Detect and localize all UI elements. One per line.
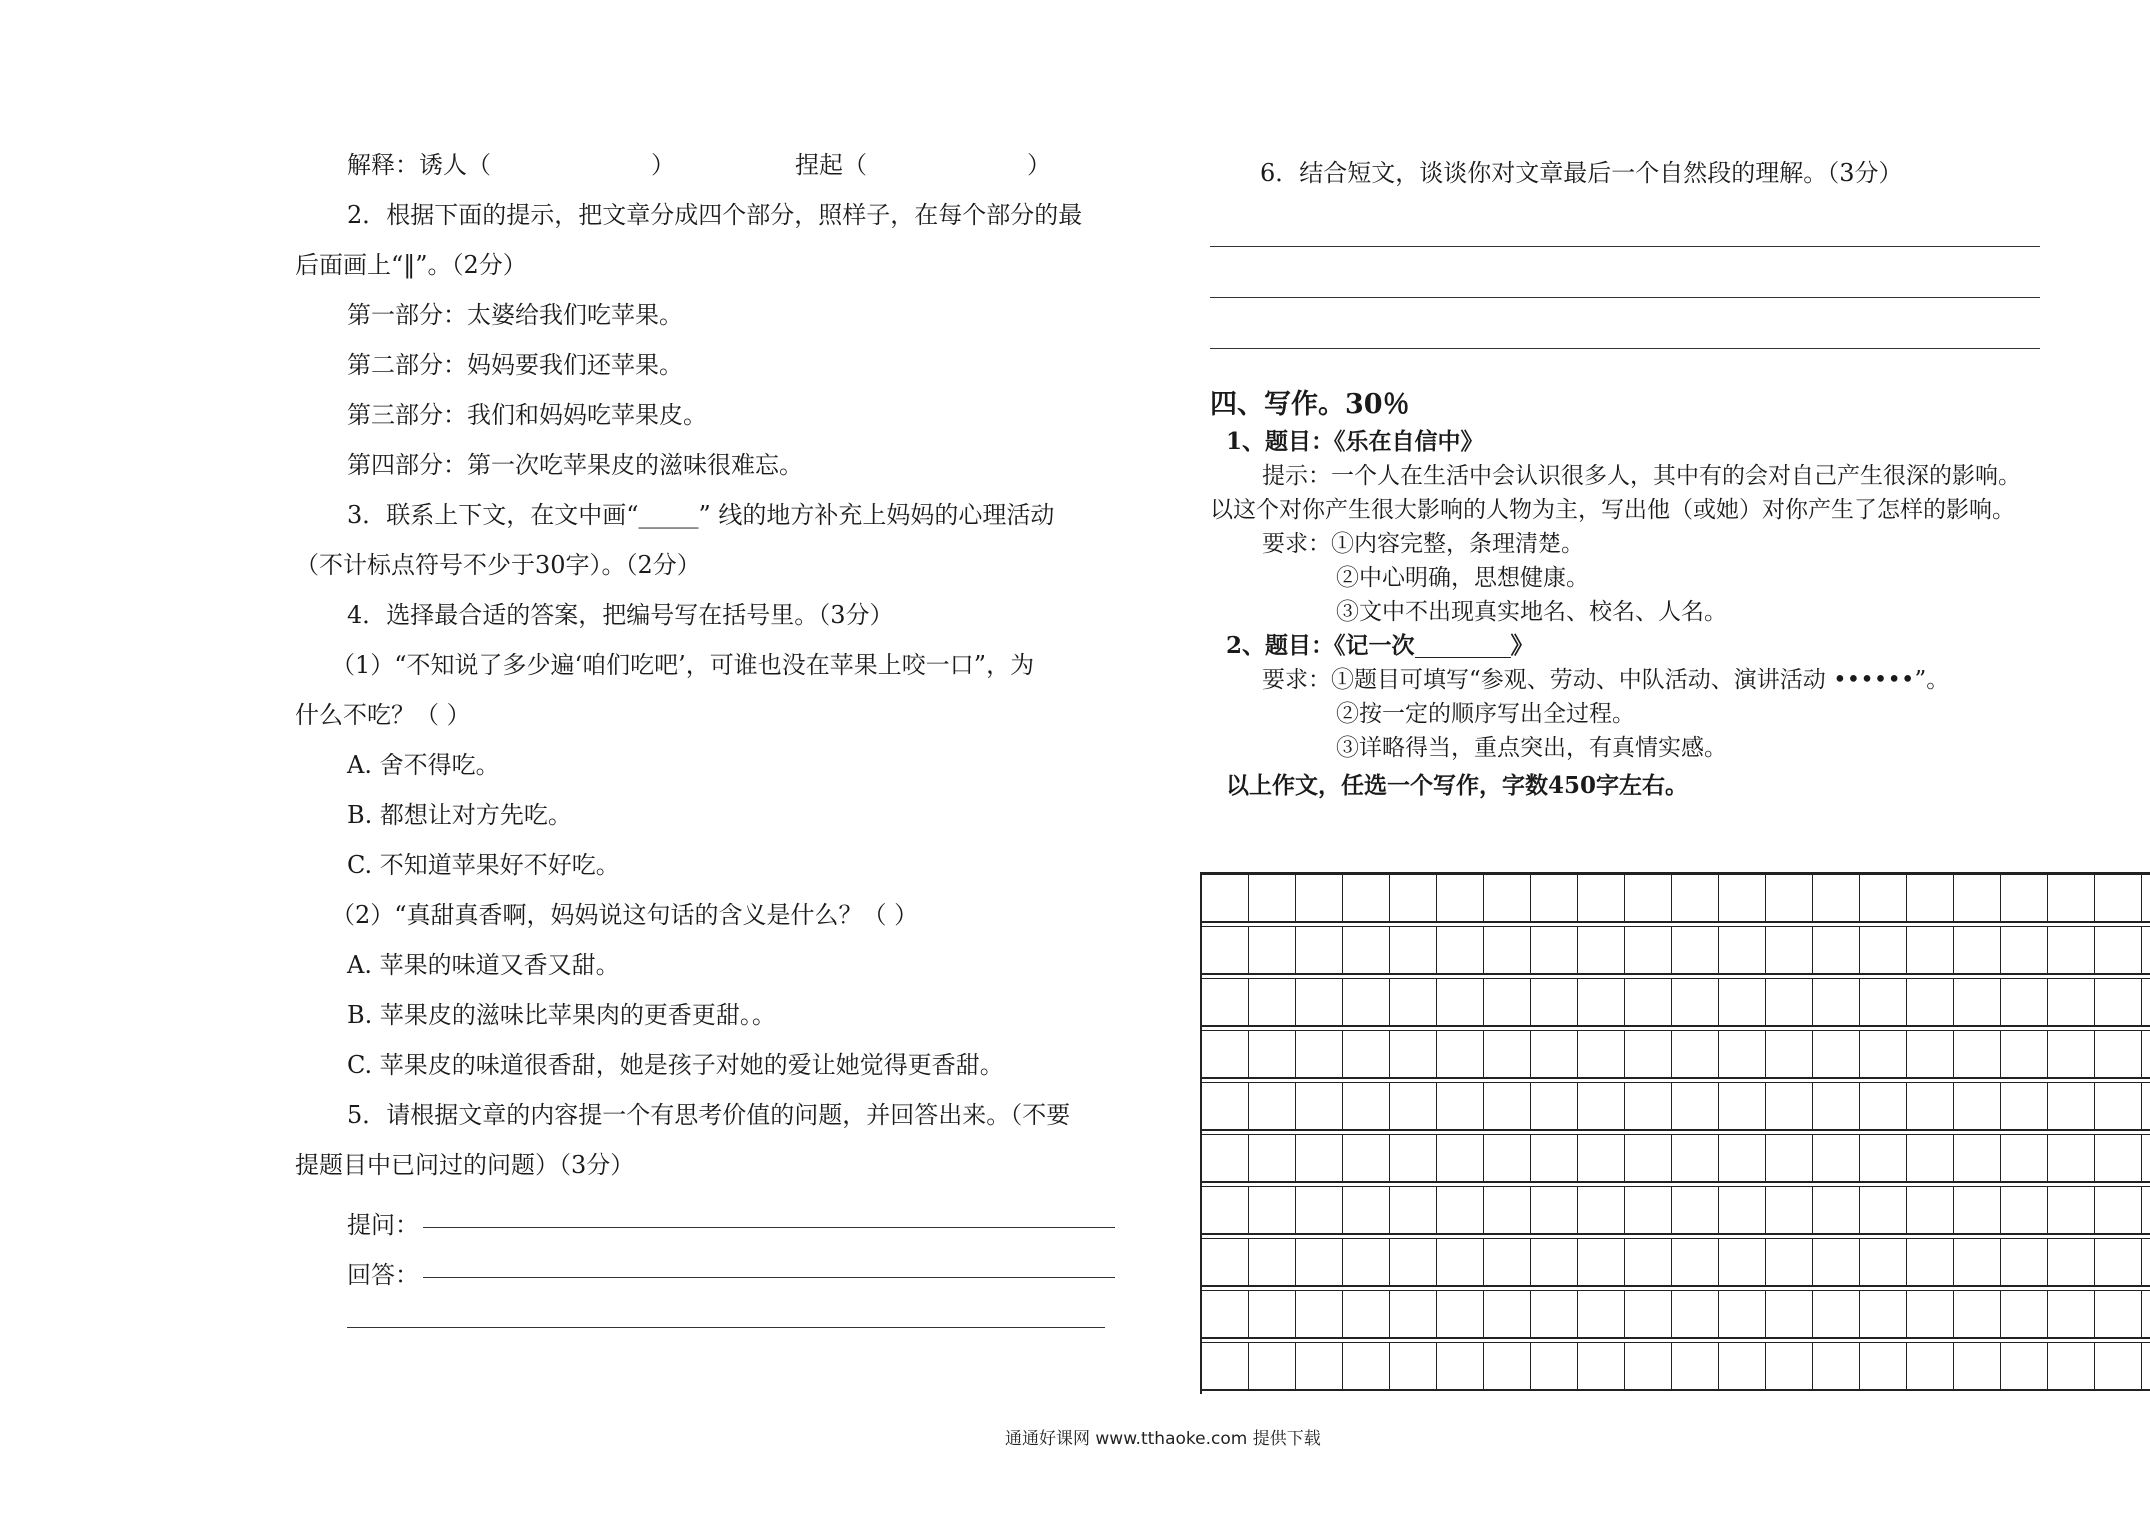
grid-cell[interactable] xyxy=(1390,875,1437,921)
grid-cell[interactable] xyxy=(1249,927,1296,973)
grid-cell[interactable] xyxy=(1766,1135,1813,1181)
grid-cell[interactable] xyxy=(1437,1291,1484,1337)
topic2-req-label: 要求： xyxy=(1262,667,1331,693)
grid-cell[interactable] xyxy=(1202,1187,1249,1233)
grid-cell[interactable] xyxy=(1249,1291,1296,1337)
grid-cell[interactable] xyxy=(1860,1187,1907,1233)
grid-cell[interactable] xyxy=(1390,1187,1437,1233)
q3-line2: （不计标点符号不少于30字）。（2分） xyxy=(295,551,701,579)
grid-cell[interactable] xyxy=(1954,1083,2001,1129)
grid-cell[interactable] xyxy=(1907,927,1954,973)
grid-cell[interactable] xyxy=(1531,1291,1578,1337)
topic1-req-2: ②中心明确，思想健康。 xyxy=(1336,565,1589,591)
grid-cell[interactable] xyxy=(1719,1135,1766,1181)
grid-cell[interactable] xyxy=(2095,1239,2142,1285)
grid-cell[interactable] xyxy=(1719,1291,1766,1337)
grid-cell[interactable] xyxy=(2048,1343,2095,1389)
q4-1-option-c: C. 不知道苹果好不好吃。 xyxy=(347,851,620,879)
q4-2-option-c: C. 苹果皮的味道很香甜，她是孩子对她的爱让她觉得更香甜。 xyxy=(347,1051,1004,1079)
grid-row xyxy=(1202,874,2150,923)
grid-cell[interactable] xyxy=(2048,1083,2095,1129)
grid-cell[interactable] xyxy=(1202,875,1249,921)
grid-cell[interactable] xyxy=(1390,1135,1437,1181)
grid-cell[interactable] xyxy=(1578,1135,1625,1181)
grid-cell[interactable] xyxy=(1249,1187,1296,1233)
topic2-req-1 xyxy=(1210,663,2040,697)
q2-line2: 后面画上“‖”。（2分） xyxy=(295,251,527,279)
q4-1-option-a: A. 舍不得吃。 xyxy=(347,751,500,779)
grid-cell[interactable] xyxy=(1813,1291,1860,1337)
part-2: 第二部分：妈妈要我们还苹果。 xyxy=(347,351,683,379)
grid-cell[interactable] xyxy=(1484,1239,1531,1285)
grid-cell[interactable] xyxy=(1578,1343,1625,1389)
grid-cell[interactable] xyxy=(1578,979,1625,1025)
grid-cell[interactable] xyxy=(1249,979,1296,1025)
answer-extra-blank[interactable] xyxy=(347,1327,1105,1328)
grid-cell[interactable] xyxy=(1625,1031,1672,1077)
grid-cell[interactable] xyxy=(1907,875,1954,921)
grid-cell[interactable] xyxy=(2095,1031,2142,1077)
grid-cell[interactable] xyxy=(1719,875,1766,921)
part-4: 第四部分：第一次吃苹果皮的滋味很难忘。 xyxy=(347,451,803,479)
grid-cell[interactable] xyxy=(1954,1291,2001,1337)
grid-cell[interactable] xyxy=(1860,1291,1907,1337)
grid-cell[interactable] xyxy=(1484,1135,1531,1181)
answer-blank[interactable] xyxy=(423,1277,1115,1278)
grid-cell[interactable] xyxy=(1343,1187,1390,1233)
grid-cell[interactable] xyxy=(1484,1031,1531,1077)
grid-cell[interactable] xyxy=(2001,1343,2048,1389)
grid-cell[interactable] xyxy=(1202,1343,1249,1389)
grid-cell[interactable] xyxy=(1766,1291,1813,1337)
topic1-req-label: 要求： xyxy=(1262,531,1331,557)
word1: 诱人（ xyxy=(419,151,491,179)
grid-cell[interactable] xyxy=(1296,979,1343,1025)
q6-line: 6．结合短文，谈谈你对文章最后一个自然段的理解。（3分） xyxy=(1260,159,1903,187)
grid-cell[interactable] xyxy=(1437,1031,1484,1077)
grid-cell[interactable] xyxy=(1202,927,1249,973)
grid-row xyxy=(1202,1082,2150,1131)
grid-cell[interactable] xyxy=(1625,979,1672,1025)
section-title: 四、写作。30％ xyxy=(1210,389,1410,420)
grid-cell[interactable] xyxy=(1343,927,1390,973)
grid-cell[interactable] xyxy=(2095,1291,2142,1337)
grid-cell[interactable] xyxy=(2001,1187,2048,1233)
grid-cell[interactable] xyxy=(1531,875,1578,921)
grid-cell[interactable] xyxy=(1954,1031,2001,1077)
ask-blank[interactable] xyxy=(423,1227,1115,1228)
grid-cell[interactable] xyxy=(1625,1083,1672,1129)
part-1: 第一部分：太婆给我们吃苹果。 xyxy=(347,301,683,329)
grid-cell[interactable] xyxy=(2095,927,2142,973)
grid-cell[interactable] xyxy=(1860,1031,1907,1077)
grid-cell[interactable] xyxy=(1766,1031,1813,1077)
grid-cell[interactable] xyxy=(2001,1083,2048,1129)
grid-cell[interactable] xyxy=(1484,875,1531,921)
grid-cell[interactable] xyxy=(1860,875,1907,921)
grid-cell[interactable] xyxy=(1813,927,1860,973)
grid-cell[interactable] xyxy=(1484,1187,1531,1233)
grid-cell[interactable] xyxy=(1296,1187,1343,1233)
grid-cell[interactable] xyxy=(1672,1343,1719,1389)
grid-cell[interactable] xyxy=(1202,1031,1249,1077)
grid-cell[interactable] xyxy=(2048,1187,2095,1233)
grid-cell[interactable] xyxy=(1578,1083,1625,1129)
grid-row xyxy=(1202,1186,2150,1235)
answer-answer-line[interactable] xyxy=(295,1240,1115,1290)
grid-cell[interactable] xyxy=(1907,1187,1954,1233)
grid-cell[interactable] xyxy=(2001,1239,2048,1285)
topic1-title: 1、题目：《乐在自信中》 xyxy=(1226,428,1484,455)
q6-answer-line-1[interactable] xyxy=(1210,196,2040,247)
grid-cell[interactable] xyxy=(1343,1031,1390,1077)
answer-label: 回答： xyxy=(347,1261,419,1289)
topic2-req-3: ③详略得当，重点突出，有真情实感。 xyxy=(1336,735,1727,761)
grid-cell[interactable] xyxy=(1390,979,1437,1025)
grid-cell[interactable] xyxy=(1531,1135,1578,1181)
grid-cell[interactable] xyxy=(2001,927,2048,973)
grid-cell[interactable] xyxy=(1531,1083,1578,1129)
grid-cell[interactable] xyxy=(1202,1083,1249,1129)
grid-row xyxy=(1202,1342,2150,1391)
q6-answer-line-3[interactable] xyxy=(1210,298,2040,349)
grid-cell[interactable] xyxy=(1343,875,1390,921)
writing-grid[interactable] xyxy=(1200,872,2150,1394)
grid-cell[interactable] xyxy=(1860,1239,1907,1285)
grid-cell[interactable] xyxy=(1672,1239,1719,1285)
grid-cell[interactable] xyxy=(2095,1135,2142,1181)
grid-cell[interactable] xyxy=(1672,1083,1719,1129)
grid-cell[interactable] xyxy=(1907,979,1954,1025)
q4-2-option-a: A. 苹果的味道又香又甜。 xyxy=(347,951,620,979)
grid-cell[interactable] xyxy=(1719,927,1766,973)
closing-note: 以上作文，任选一个写作，字数450字左右。 xyxy=(1226,772,1689,799)
grid-cell[interactable] xyxy=(1249,1343,1296,1389)
grid-cell[interactable] xyxy=(1813,1187,1860,1233)
topic2-title-blank[interactable] xyxy=(1415,637,1511,658)
grid-cell[interactable] xyxy=(1954,1187,2001,1233)
grid-cell[interactable] xyxy=(1766,1343,1813,1389)
grid-cell[interactable] xyxy=(1249,1031,1296,1077)
grid-cell[interactable] xyxy=(1860,1083,1907,1129)
grid-row xyxy=(1202,978,2150,1027)
grid-cell[interactable] xyxy=(2001,979,2048,1025)
grid-cell[interactable] xyxy=(1719,1343,1766,1389)
grid-cell[interactable] xyxy=(1578,1291,1625,1337)
grid-cell[interactable] xyxy=(1766,1083,1813,1129)
grid-cell[interactable] xyxy=(1484,1343,1531,1389)
left-column xyxy=(295,140,1115,1340)
grid-cell[interactable] xyxy=(1578,1239,1625,1285)
grid-cell[interactable] xyxy=(1813,979,1860,1025)
grid-cell[interactable] xyxy=(1954,927,2001,973)
topic1-hint: 提示：一个人在生活中会认识很多人，其中有的会对自己产生很深的影响。以这个对你产生很大影响的人物为主，写出他（或她）对你产生了怎样的影响。 xyxy=(1210,463,2021,523)
grid-cell[interactable] xyxy=(2048,875,2095,921)
grid-cell[interactable] xyxy=(1437,1135,1484,1181)
grid-cell[interactable] xyxy=(1531,1239,1578,1285)
grid-cell[interactable] xyxy=(1202,1239,1249,1285)
grid-cell[interactable] xyxy=(1484,1083,1531,1129)
grid-cell[interactable] xyxy=(1766,875,1813,921)
q2-line1: 2．根据下面的提示，把文章分成四个部分，照样子，在每个部分的最 xyxy=(347,201,1083,229)
grid-cell[interactable] xyxy=(1531,1187,1578,1233)
grid-cell[interactable] xyxy=(1766,927,1813,973)
grid-cell[interactable] xyxy=(1390,1343,1437,1389)
q4-line: 4．选择最合适的答案，把编号写在括号里。（3分） xyxy=(347,601,894,629)
grid-cell[interactable] xyxy=(1954,979,2001,1025)
grid-cell[interactable] xyxy=(1907,1031,1954,1077)
grid-cell[interactable] xyxy=(1296,1031,1343,1077)
grid-cell[interactable] xyxy=(1343,1239,1390,1285)
grid-row xyxy=(1202,1238,2150,1287)
grid-cell[interactable] xyxy=(1625,875,1672,921)
grid-cell[interactable] xyxy=(1249,1083,1296,1129)
grid-cell[interactable] xyxy=(1296,1083,1343,1129)
grid-cell[interactable] xyxy=(1672,1187,1719,1233)
grid-cell[interactable] xyxy=(1625,1343,1672,1389)
grid-cell[interactable] xyxy=(2048,1239,2095,1285)
grid-row xyxy=(1202,1134,2150,1183)
grid-cell[interactable] xyxy=(1813,1135,1860,1181)
explain-label: 解释： xyxy=(347,151,419,179)
grid-cell[interactable] xyxy=(1578,1031,1625,1077)
grid-cell[interactable] xyxy=(1484,979,1531,1025)
grid-cell[interactable] xyxy=(1202,979,1249,1025)
topic2-title-prefix: 2、题目：《记一次 xyxy=(1226,632,1415,659)
topic2-req-2: ②按一定的顺序写出全过程。 xyxy=(1336,701,1635,727)
grid-row xyxy=(1202,1030,2150,1079)
grid-cell[interactable] xyxy=(1296,1239,1343,1285)
grid-cell[interactable] xyxy=(1907,1135,1954,1181)
footer-credit: 通通好课网 www.tthaoke.com 提供下载 xyxy=(1005,1429,1321,1449)
grid-cell[interactable] xyxy=(2095,1187,2142,1233)
grid-cell[interactable] xyxy=(1531,1343,1578,1389)
grid-cell[interactable] xyxy=(1719,1187,1766,1233)
grid-cell[interactable] xyxy=(1954,1343,2001,1389)
grid-cell[interactable] xyxy=(1484,927,1531,973)
grid-cell[interactable] xyxy=(2095,875,2142,921)
grid-cell[interactable] xyxy=(2048,979,2095,1025)
grid-cell[interactable] xyxy=(1672,927,1719,973)
answer-extra-line[interactable] xyxy=(295,1290,1115,1340)
grid-cell[interactable] xyxy=(1907,1083,1954,1129)
q5-line1: 5．请根据文章的内容提一个有思考价值的问题，并回答出来。（不要 xyxy=(347,1101,1071,1129)
topic1-req-1-text: ①内容完整，条理清楚。 xyxy=(1331,531,1584,557)
grid-cell[interactable] xyxy=(1343,1291,1390,1337)
grid-cell[interactable] xyxy=(1672,875,1719,921)
ask-label: 提问： xyxy=(347,1211,419,1239)
grid-cell[interactable] xyxy=(1390,1031,1437,1077)
grid-cell[interactable] xyxy=(1484,1291,1531,1337)
grid-cell[interactable] xyxy=(1766,1187,1813,1233)
right-column xyxy=(1210,150,2040,803)
grid-cell[interactable] xyxy=(2048,1135,2095,1181)
grid-cell[interactable] xyxy=(1296,1135,1343,1181)
grid-cell[interactable] xyxy=(1625,1291,1672,1337)
grid-cell[interactable] xyxy=(1766,1239,1813,1285)
grid-cell[interactable] xyxy=(2001,1031,2048,1077)
ask-answer-line[interactable] xyxy=(295,1190,1115,1240)
topic2-title-suffix: 》 xyxy=(1510,632,1534,659)
grid-cell[interactable] xyxy=(1719,1031,1766,1077)
grid-cell[interactable] xyxy=(1766,979,1813,1025)
q5-line2: 提题目中已问过的问题）（3分） xyxy=(295,1151,635,1179)
grid-cell[interactable] xyxy=(1343,1083,1390,1129)
grid-cell[interactable] xyxy=(1437,1343,1484,1389)
grid-cell[interactable] xyxy=(1296,1291,1343,1337)
topic2-title xyxy=(1210,629,2040,663)
grid-cell[interactable] xyxy=(1437,1239,1484,1285)
grid-row xyxy=(1202,926,2150,975)
grid-cell[interactable] xyxy=(1249,1135,1296,1181)
grid-cell[interactable] xyxy=(1625,1135,1672,1181)
grid-cell[interactable] xyxy=(1954,875,2001,921)
grid-cell[interactable] xyxy=(2001,1135,2048,1181)
grid-cell[interactable] xyxy=(1860,1343,1907,1389)
grid-cell[interactable] xyxy=(1390,1291,1437,1337)
grid-row xyxy=(1202,1290,2150,1339)
q4-1-line2: 什么不吃？（ ） xyxy=(295,701,471,729)
grid-cell[interactable] xyxy=(1390,927,1437,973)
grid-cell[interactable] xyxy=(1813,1031,1860,1077)
grid-cell[interactable] xyxy=(1860,1135,1907,1181)
grid-cell[interactable] xyxy=(2048,1291,2095,1337)
grid-cell[interactable] xyxy=(1202,1291,1249,1337)
grid-cell[interactable] xyxy=(1437,1187,1484,1233)
grid-cell[interactable] xyxy=(1531,979,1578,1025)
q3-line1: 3．联系上下文，在文中画“_____” 线的地方补充上妈妈的心理活动 xyxy=(347,501,1055,529)
grid-cell[interactable] xyxy=(1296,875,1343,921)
topic2-req-1-text: ①题目可填写“参观、劳动、中队活动、演讲活动 ••••••”。 xyxy=(1331,667,1950,693)
grid-cell[interactable] xyxy=(1343,1343,1390,1389)
topic1-req-1 xyxy=(1210,527,2040,561)
grid-cell[interactable] xyxy=(1672,1031,1719,1077)
grid-cell[interactable] xyxy=(1578,927,1625,973)
grid-cell[interactable] xyxy=(2048,927,2095,973)
grid-cell[interactable] xyxy=(1907,1291,1954,1337)
grid-cell[interactable] xyxy=(1343,979,1390,1025)
grid-cell[interactable] xyxy=(1907,1239,1954,1285)
q4-1-line1: （1）“不知说了多少遍‘咱们吃吧’，可谁也没在苹果上咬一口”，为 xyxy=(331,651,1035,679)
grid-cell[interactable] xyxy=(1437,875,1484,921)
q1-explain-line xyxy=(295,140,1115,190)
grid-cell[interactable] xyxy=(1390,1083,1437,1129)
grid-cell[interactable] xyxy=(1719,1083,1766,1129)
grid-cell[interactable] xyxy=(2095,1083,2142,1129)
grid-cell[interactable] xyxy=(1437,979,1484,1025)
grid-cell[interactable] xyxy=(1296,927,1343,973)
grid-cell[interactable] xyxy=(1296,1343,1343,1389)
grid-cell[interactable] xyxy=(1954,1135,2001,1181)
grid-cell[interactable] xyxy=(1672,1135,1719,1181)
q4-2-option-b: B. 苹果皮的滋味比苹果肉的更香更甜。。 xyxy=(347,1001,776,1029)
q4-1-option-b: B. 都想让对方先吃。 xyxy=(347,801,572,829)
part-3: 第三部分：我们和妈妈吃苹果皮。 xyxy=(347,401,707,429)
grid-cell[interactable] xyxy=(1860,927,1907,973)
topic1-req-3: ③文中不出现真实地名、校名、人名。 xyxy=(1336,599,1727,625)
grid-cell[interactable] xyxy=(1625,1187,1672,1233)
grid-cell[interactable] xyxy=(1719,979,1766,1025)
grid-cell[interactable] xyxy=(1531,927,1578,973)
word2-close: ） xyxy=(1027,151,1051,179)
grid-cell[interactable] xyxy=(2048,1031,2095,1077)
grid-cell[interactable] xyxy=(1860,979,1907,1025)
grid-cell[interactable] xyxy=(1813,1083,1860,1129)
grid-cell[interactable] xyxy=(1813,1343,1860,1389)
grid-cell[interactable] xyxy=(1907,1343,1954,1389)
grid-cell[interactable] xyxy=(1719,1239,1766,1285)
grid-cell[interactable] xyxy=(1578,1187,1625,1233)
grid-cell[interactable] xyxy=(1625,1239,1672,1285)
word2: 捏起（ xyxy=(795,151,867,179)
grid-cell[interactable] xyxy=(1249,875,1296,921)
grid-cell[interactable] xyxy=(2095,979,2142,1025)
grid-cell[interactable] xyxy=(1672,1291,1719,1337)
grid-cell[interactable] xyxy=(1437,1083,1484,1129)
grid-cell[interactable] xyxy=(2095,1343,2142,1389)
word1-close: ） xyxy=(651,151,675,179)
q6-answer-line-2[interactable] xyxy=(1210,247,2040,298)
grid-cell[interactable] xyxy=(1343,1135,1390,1181)
q4-2-line: （2）“真甜真香啊，妈妈说这句话的含义是什么？（ ） xyxy=(331,901,919,929)
grid-cell[interactable] xyxy=(1813,1239,1860,1285)
grid-cell[interactable] xyxy=(2001,1291,2048,1337)
grid-cell[interactable] xyxy=(1437,927,1484,973)
grid-cell[interactable] xyxy=(1625,927,1672,973)
grid-cell[interactable] xyxy=(1954,1239,2001,1285)
grid-cell[interactable] xyxy=(2001,875,2048,921)
grid-cell[interactable] xyxy=(1390,1239,1437,1285)
grid-cell[interactable] xyxy=(1531,1031,1578,1077)
grid-cell[interactable] xyxy=(1672,979,1719,1025)
grid-cell[interactable] xyxy=(1249,1239,1296,1285)
grid-cell[interactable] xyxy=(1578,875,1625,921)
grid-cell[interactable] xyxy=(1202,1135,1249,1181)
grid-cell[interactable] xyxy=(1813,875,1860,921)
